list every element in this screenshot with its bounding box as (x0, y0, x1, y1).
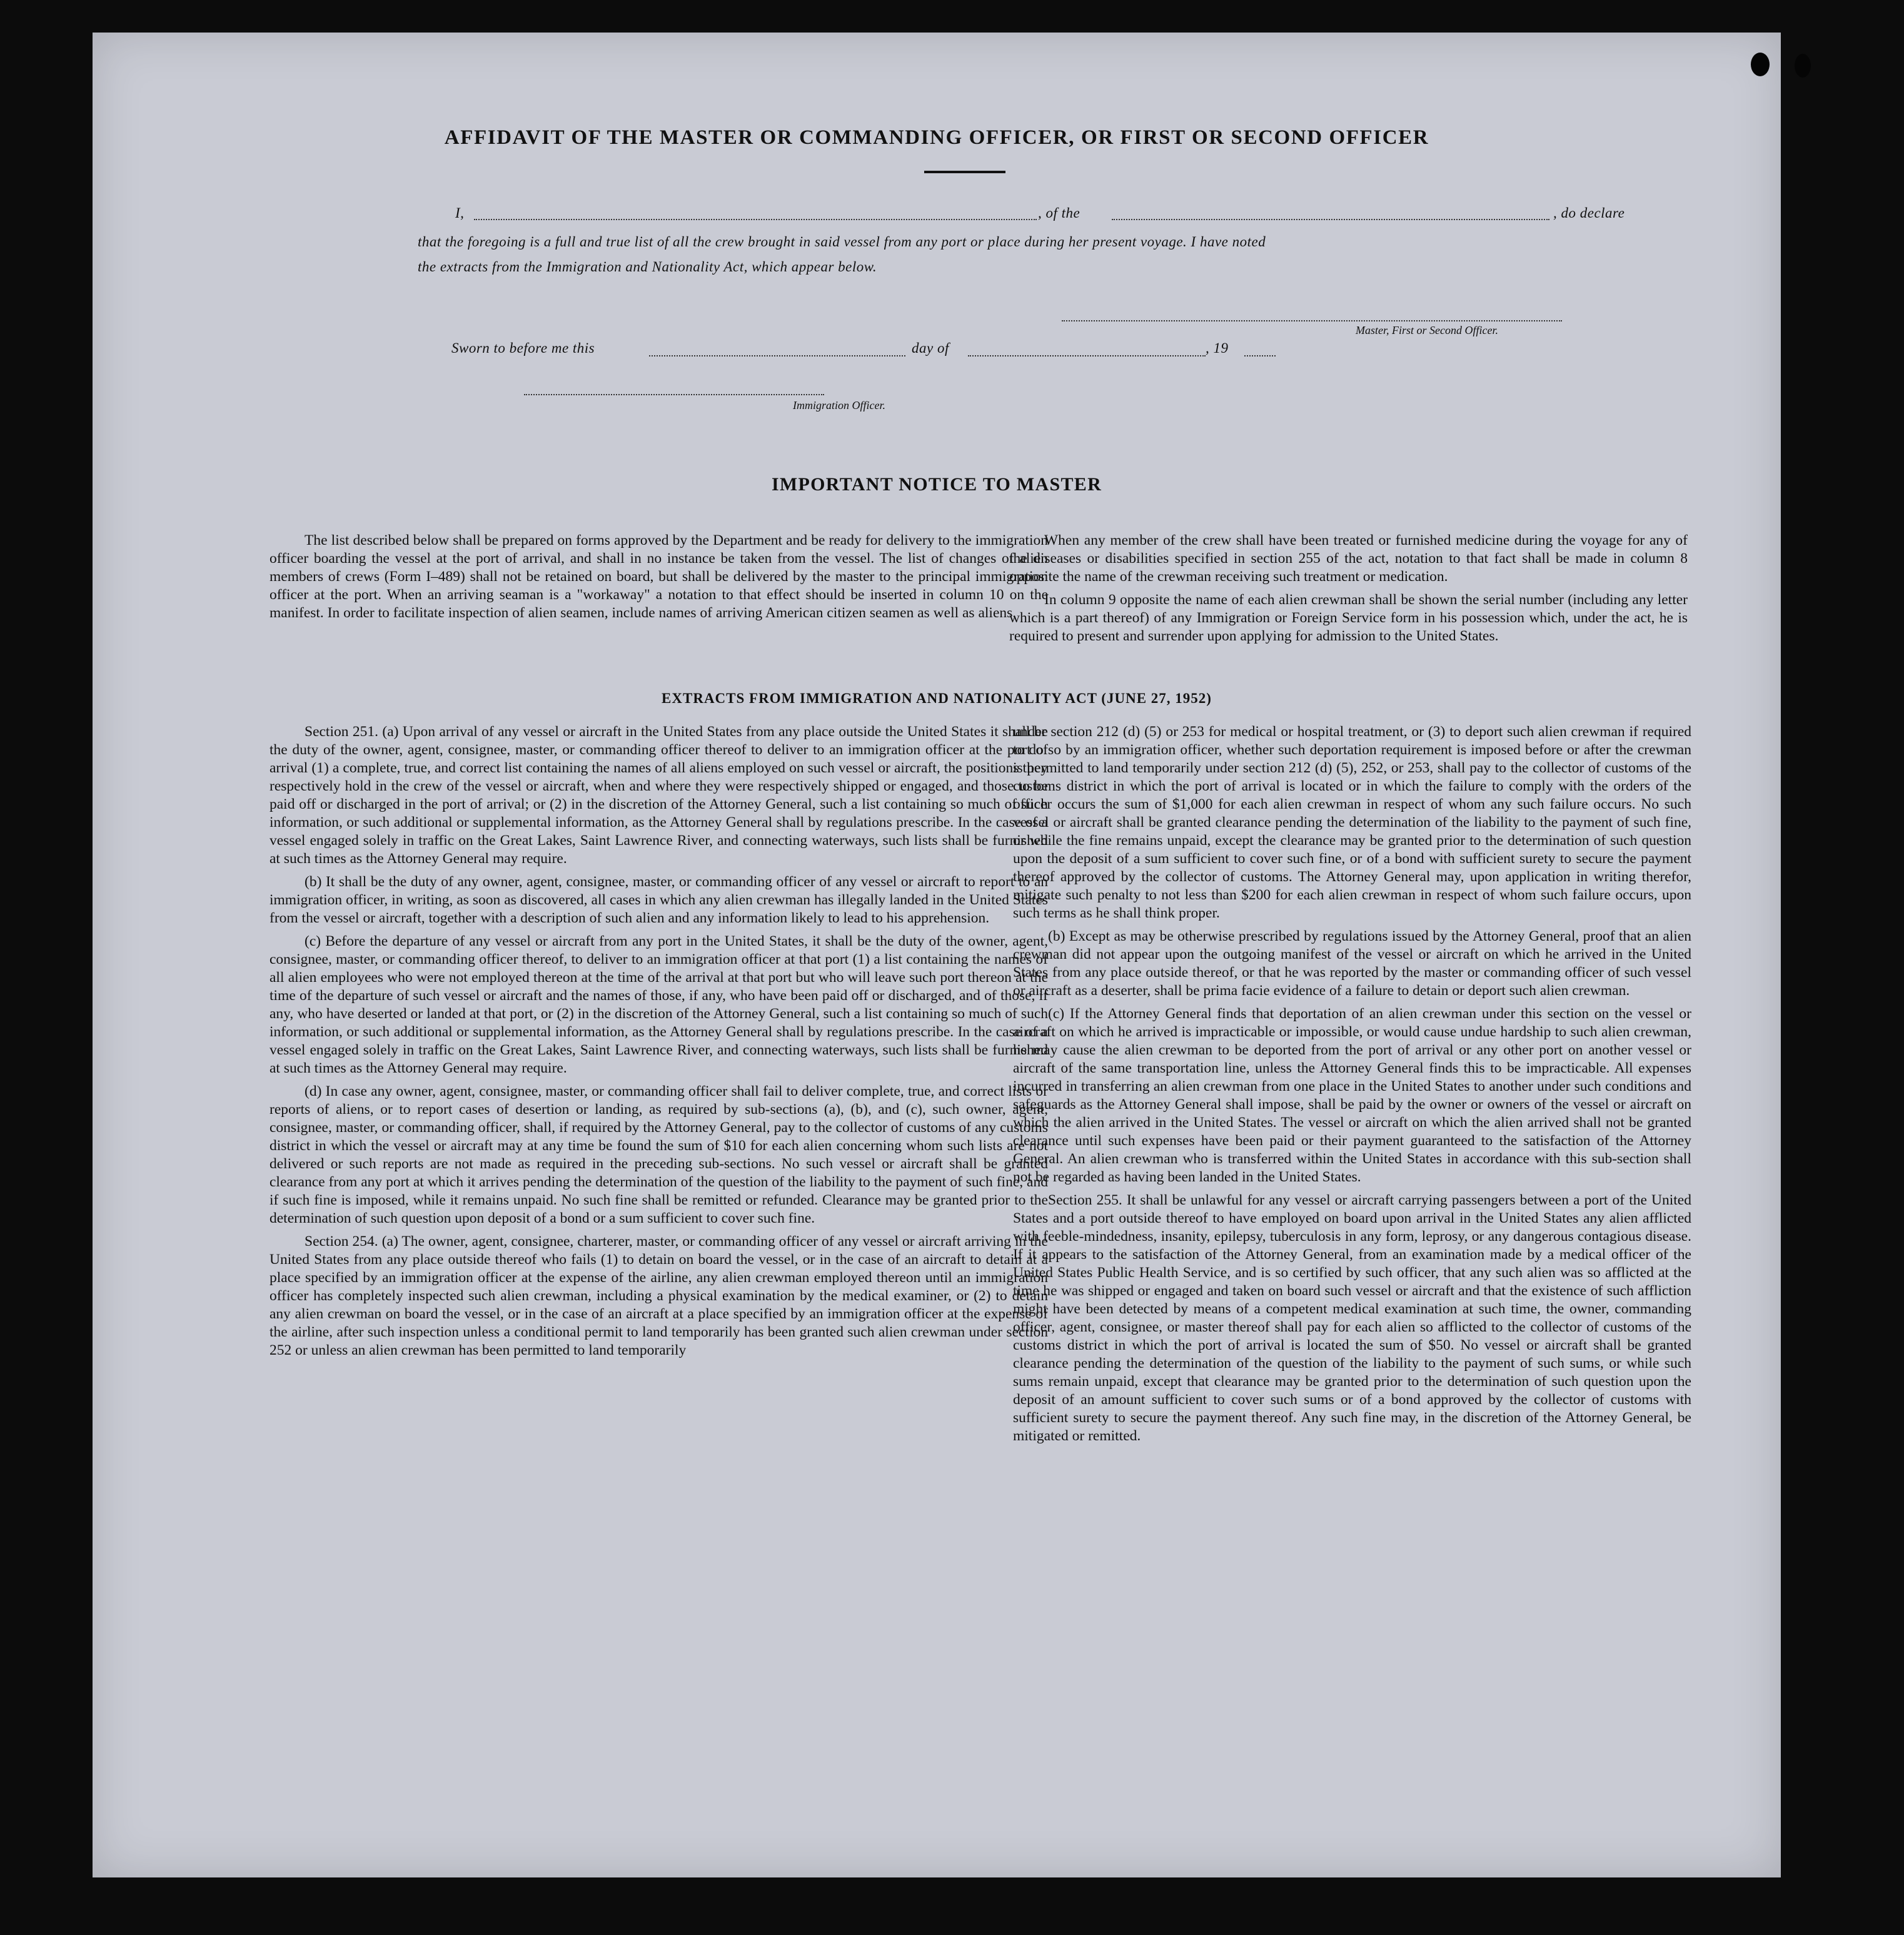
extracts-heading: EXTRACTS FROM IMMIGRATION AND NATIONALITY ACT (JUNE 27, 1952) (662, 690, 1212, 706)
notice-right-paragraph-2: In column 9 opposite the name of each alien crewman shall be shown the serial number (including any letter which is a part thereof) of any Immigration or Foreign Service form in his possession which, under the act, he is required to present and surrender upon applying for admission to the United States. (1009, 592, 1688, 644)
section-254-a-continued: under section 212 (d) (5) or 253 for medical or hospital treatment, or (3) to deport such alien crewman if required to do so by an immigration officer, whether such deportation requirement is imposed before or after the crewman is permitted to land temporarily under section 212 (d) (5), 252, or 253, shall pay to the collector of customs of the customs district in which the port of arrival is located or in which the failure to comply with the orders of the officer occurs the sum of $1,000 for each alien crewman in respect of whom any such failure occurs. No such vessel or aircraft shall be granted clearance pending the determination of the liability to the payment of such fine, or while the fine remains unpaid, except the clearance may be granted prior to the determination of such question upon the deposit of a sum sufficient to cover such fine, or of a bond with sufficient surety to secure the payment thereof approved by the collector of customs. The Attorney General may, upon application in writing therefor, mitigate such penalty to not less than $200 for each alien crewman in respect of whom such failure occurs, upon such terms as he shall think proper. (1013, 724, 1691, 921)
notice-heading: IMPORTANT NOTICE TO MASTER (771, 474, 1102, 495)
officer-signature-caption: Immigration Officer. (793, 399, 885, 412)
section-251-a: Section 251. (a) Upon arrival of any vessel or aircraft in the United States from any place outside the United States it shall be the duty of the owner, agent, consignee, master, or commanding officer thereof to deliver to an immigration officer at the port of arrival (1) a complete, true, and correct list containing the names of all aliens employed on such vessel or aircraft, the positions they respectively hold in the crew of the vessel or aircraft, when and where they were respectively shipped or engaged, and those to be paid off or discharged in the port of arrival; or (2) in the discretion of the Attorney General, such a list containing so much of such information, or such additional or supplemental information, as the Attorney General shall by regulations prescribe. In the case of a vessel engaged solely in traffic on the Great Lakes, Saint Lawrence River, and connecting waterways, such lists shall be furnished at such times as the Attorney General may require. (269, 724, 1048, 867)
name-field[interactable] (474, 219, 1037, 220)
section-251-d: (d) In case any owner, agent, consignee, master, or commanding officer shall fail to deliver complete, true, and correct lists or reports of aliens, or to report cases of desertion or landing, as required by sub-sections (a), (b), and (c), such owner, agent, consignee, master, or commanding officer, shall, if required by the Attorney General, pay to the collector of customs of any customs district in which the vessel or aircraft may at any time be found the sum of $10 for each alien concerning whom such lists are not delivered or such reports are not made as required in the preceding sub-sections. No such vessel or aircraft shall be granted clearance from any port at which it arrives pending the determination of the question of the liability to the payment of such fine, and if such fine is imposed, while it remains unpaid. No such fine shall be remitted or refunded. Clearance may be granted prior to the determination of such question upon deposit of a bond or a sum sufficient to cover such fine. (269, 1083, 1048, 1226)
section-254-a: Section 254. (a) The owner, agent, consignee, charterer, master, or commanding officer of any vessel or aircraft arriving in the United States from any place outside thereof who fails (1) to detain on board the vessel, or in the case of an aircraft to detain at a place specified by an immigration officer at the expense of the airline, any alien crewman employed thereon until an immigration officer has completely inspected such alien crewman, including a physical examination by the medical examiner, or (2) to detain any alien crewman on board the vessel, or in the case of an aircraft at a place specified by an immigration officer at the expense of the airline, after such inspection unless a conditional permit to land temporarily has been granted such alien crewman under section 252 or unless an alien crewman has been permitted to land temporarily (269, 1233, 1048, 1358)
sworn-date-field[interactable] (649, 355, 905, 356)
section-254-b: (b) Except as may be otherwise prescribed by regulations issued by the Attorney General, proof that an alien crewman did not appear upon the outgoing manifest of the vessel or aircraft on which he arrived in the United States from any place outside thereof, or that he was reported by the master or commanding officer of such vessel or aircraft as a deserter, shall be prima facie evidence of a failure to detain or deport such alien crewman. (1013, 928, 1691, 999)
master-signature-caption: Master, First or Second Officer. (1356, 324, 1498, 336)
sworn-label: Sworn to before me this (451, 340, 595, 356)
master-signature-field[interactable] (1062, 320, 1562, 321)
notice-left-column (269, 532, 1048, 627)
punch-hole-left (1751, 53, 1770, 76)
punch-hole-right (1795, 54, 1811, 78)
officer-signature-field[interactable] (524, 394, 824, 395)
sworn-month-field[interactable] (968, 355, 1206, 356)
section-251-c: (c) Before the departure of any vessel or aircraft from any port in the United States, it shall be the duty of the owner, agent, consignee, master, or commanding officer thereof, to deliver to an immigration officer at that port (1) a list containing the names of all alien employees who were not employed thereon at the time of the arrival at that port but who will leave such port thereon at the time of the departure of such vessel or aircraft and the names of those, if any, who have been paid off or discharged, and of those, if any, who have deserted or landed at that port, or (2) in the discretion of the Attorney General, such a list containing so much of such information, or such additional or supplemental information, as the Attorney General shall by regulations prescribe. In the case of a vessel engaged solely in traffic on the Great Lakes, Saint Lawrence River, and connecting waterways, such lists shall be furnished at such times as the Attorney General may require. (269, 933, 1048, 1076)
section-254-c: (c) If the Attorney General finds that deportation of an alien crewman under this section on the vessel or aircraft on which he arrived is impracticable or impossible, or would cause undue hardship to such alien crewman, he may cause the alien crewman to be deported from the port of arrival or any other port on another vessel or aircraft of the same transportation line, unless the Attorney General finds this to be impracticable. All expenses incurred in transferring an alien crewman from one place in the United States to another under such conditions and safeguards as the Attorney General shall impose, shall be paid by the owner or owners of the vessel or aircraft on which the alien arrived in the United States. The vessel or aircraft on which the alien arrived shall not be granted clearance until such expenses have been paid or their payment guaranteed to the satisfaction of the Attorney General. An alien crewman who is transferred within the United States in accordance with this sub-section shall not be regarded as having been landed in the United States. (1013, 1006, 1691, 1185)
declaration-of-the-label: , of the (1038, 205, 1080, 221)
declaration-do-declare-label: , do declare (1553, 205, 1625, 221)
extracts-left-column (269, 723, 1048, 1365)
year-label: , 19 (1206, 340, 1229, 356)
section-255: Section 255. It shall be unlawful for any vessel or aircraft carrying passengers between a port of the United States and a port outside thereof to have employed on board upon arrival in the United States any alien afflicted with feeble-mindedness, insanity, epilepsy, tuberculosis in any form, leprosy, or any dangerous contagious disease. If it appears to the satisfaction of the Attorney General, from an examination made by a medical officer of the United States Public Health Service, and is so certified by such officer, that any such alien was so afflicted at the time he was shipped or engaged and taken on board such vessel or aircraft and that the existence of such affliction might have been detected by means of a competent medical examination at such time, the owner, commanding officer, agent, consignee, or master thereof shall pay for each alien so afflicted to the collector of customs of the customs district in which the port of arrival is located the sum of $50. No vessel or aircraft shall be granted clearance pending the determination of the question of the liability to the payment of such sums, or while such sums remain unpaid, except that clearance may be granted prior to the determination of such question upon the deposit of an amount sufficient to cover such sums or of a bond approved by the collector of customs with sufficient surety to secure the payment thereof. Any such fine may, in the discretion of the Attorney General, be mitigated or remitted. (1013, 1192, 1691, 1444)
affidavit-title: AFFIDAVIT OF THE MASTER OR COMMANDING OFFICER, OR FIRST OR SECOND OFFICER (444, 126, 1429, 149)
section-251-b: (b) It shall be the duty of any owner, agent, consignee, master, or commanding officer of any vessel or aircraft to report to an immigration officer, in writing, as soon as discovered, all cases in which any alien crewman has illegally landed in the United States from the vessel or aircraft, together with a description of such alien and any information likely to lead to his apprehension. (269, 874, 1048, 926)
notice-right-paragraph-1: When any member of the crew shall have been treated or furnished medicine during the voyage for any of the diseases or disabilities specified in section 255 of the act, notation to that fact shall be made in column 8 opposite the name of the crewman receiving such treatment or medication. (1009, 532, 1688, 585)
declaration-line2: the extracts from the Immigration and Nationality Act, which appear below. (418, 259, 877, 275)
document-sheet (93, 33, 1781, 1877)
day-of-label: day of (912, 340, 949, 356)
title-rule (924, 171, 1005, 173)
sworn-year-field[interactable] (1244, 355, 1276, 356)
vessel-field[interactable] (1112, 219, 1549, 220)
extracts-right-column (1013, 723, 1691, 1450)
declaration-i-label: I, (455, 205, 465, 221)
declaration-line1: that the foregoing is a full and true list of all the crew brought in said vessel from any port or place during her present voyage. I have noted (418, 234, 1266, 250)
notice-right-column (1009, 532, 1688, 650)
notice-left-paragraph: The list described below shall be prepared on forms approved by the Department and be ready for delivery to the immigration officer boarding the vessel at the port of arrival, and shall in no instance be taken from the vessel. The list of changes of alien members of crews (Form I–489) shall not be retained on board, but shall be delivered by the master to the principal immigration officer at the port. When an arriving seaman is a "workaway" a notation to that effect should be inserted in column 10 on the manifest. In order to facilitate inspection of alien seamen, include names of arriving American citizen seamen as well as aliens. (269, 532, 1048, 621)
